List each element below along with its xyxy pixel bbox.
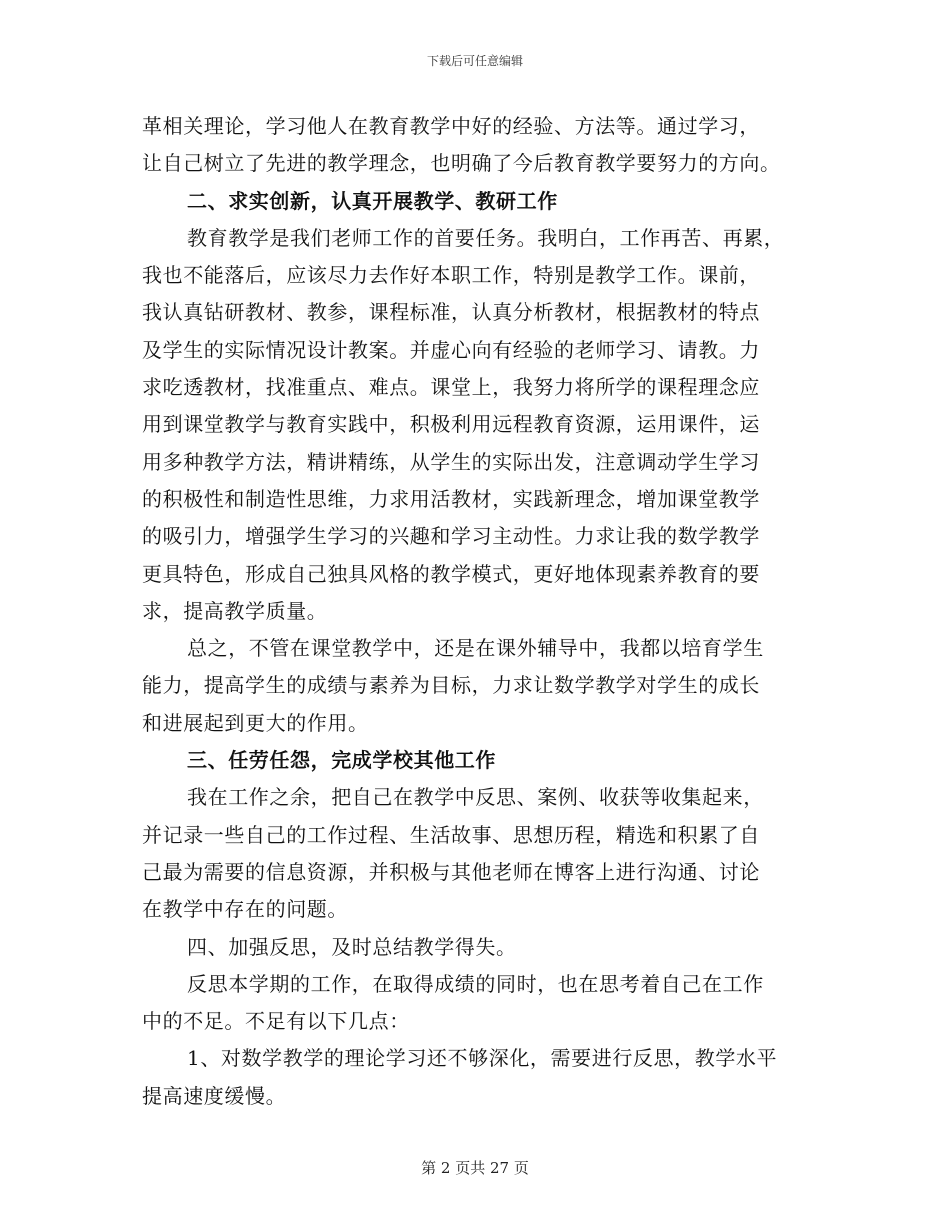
paragraph-line: 我也不能落后，应该尽力去作好本职工作，特别是教学工作。课前， — [142, 263, 760, 288]
paragraph-line: 和进展起到更大的作用。 — [142, 710, 369, 735]
paragraph-line: 我认真钻研教材、教参，课程标准，认真分析教材，根据教材的特点 — [142, 300, 760, 325]
paragraph-line: 1、对数学教学的理论学习还不够深化，需要进行反思，教学水平 — [187, 1046, 778, 1071]
paragraph-line: 中的不足。不足有以下几点： — [142, 1009, 410, 1034]
paragraph-line: 我在工作之余，把自己在教学中反思、案例、收获等收集起来， — [187, 785, 764, 810]
paragraph-line: 并记录一些自己的工作过程、生活故事、思想历程，精选和积累了自 — [142, 822, 760, 847]
paragraph-line: 及学生的实际情况设计教案。并虚心向有经验的老师学习、请教。力 — [142, 337, 760, 362]
paragraph-line: 用多种教学方法，精讲精练，从学生的实际出发，注意调动学生学习 — [142, 449, 760, 474]
paragraph-line: 更具特色，形成自己独具风格的教学模式，更好地体现素养教育的要 — [142, 561, 760, 586]
paragraph-line: 的吸引力，增强学生学习的兴趣和学习主动性。力求让我的数学教学 — [142, 524, 760, 549]
paragraph-line: 总之，不管在课堂教学中，还是在课外辅导中，我都以培育学生 — [187, 636, 764, 661]
paragraph-line: 求吃透教材，找准重点、难点。课堂上，我努力将所学的课程理念应 — [142, 375, 760, 400]
page-number: 第 2 页共 27 页 — [421, 1159, 529, 1177]
paragraph-line: 让自己树立了先进的教学理念，也明确了今后教育教学要努力的方向。 — [142, 151, 781, 176]
paragraph-line: 求，提高教学质量。 — [142, 598, 328, 623]
paragraph-line: 在教学中存在的问题。 — [142, 897, 348, 922]
paragraph-line: 己最为需要的信息资源，并积极与其他老师在博客上进行沟通、讨论 — [142, 859, 760, 884]
paragraph-line: 教育教学是我们老师工作的首要任务。我明白，工作再苦、再累， — [187, 225, 785, 250]
paragraph-line: 反思本学期的工作，在取得成绩的同时，也在思考着自己在工作 — [187, 971, 764, 996]
section-heading: 四、加强反思，及时总结教学得失。 — [187, 934, 517, 959]
paragraph-line: 用到课堂教学与教育实践中，积极利用远程教育资源，运用课件，运 — [142, 412, 760, 437]
paragraph-line: 能力，提高学生的成绩与素养为目标，力求让数学教学对学生的成长 — [142, 673, 760, 698]
paragraph-line: 的积极性和制造性思维，力求用活教材，实践新理念，增加课堂教学 — [142, 486, 760, 511]
section-heading: 二、求实创新，认真开展教学、教研工作 — [187, 188, 558, 213]
paragraph-line: 革相关理论，学习他人在教育教学中好的经验、方法等。通过学习， — [142, 114, 760, 138]
paragraph-line: 提高速度缓慢。 — [142, 1083, 287, 1108]
document-body — [142, 108, 822, 1115]
page-header-note: 下载后可任意编辑 — [426, 54, 523, 68]
section-heading: 三、任劳任怨，完成学校其他工作 — [187, 748, 496, 773]
